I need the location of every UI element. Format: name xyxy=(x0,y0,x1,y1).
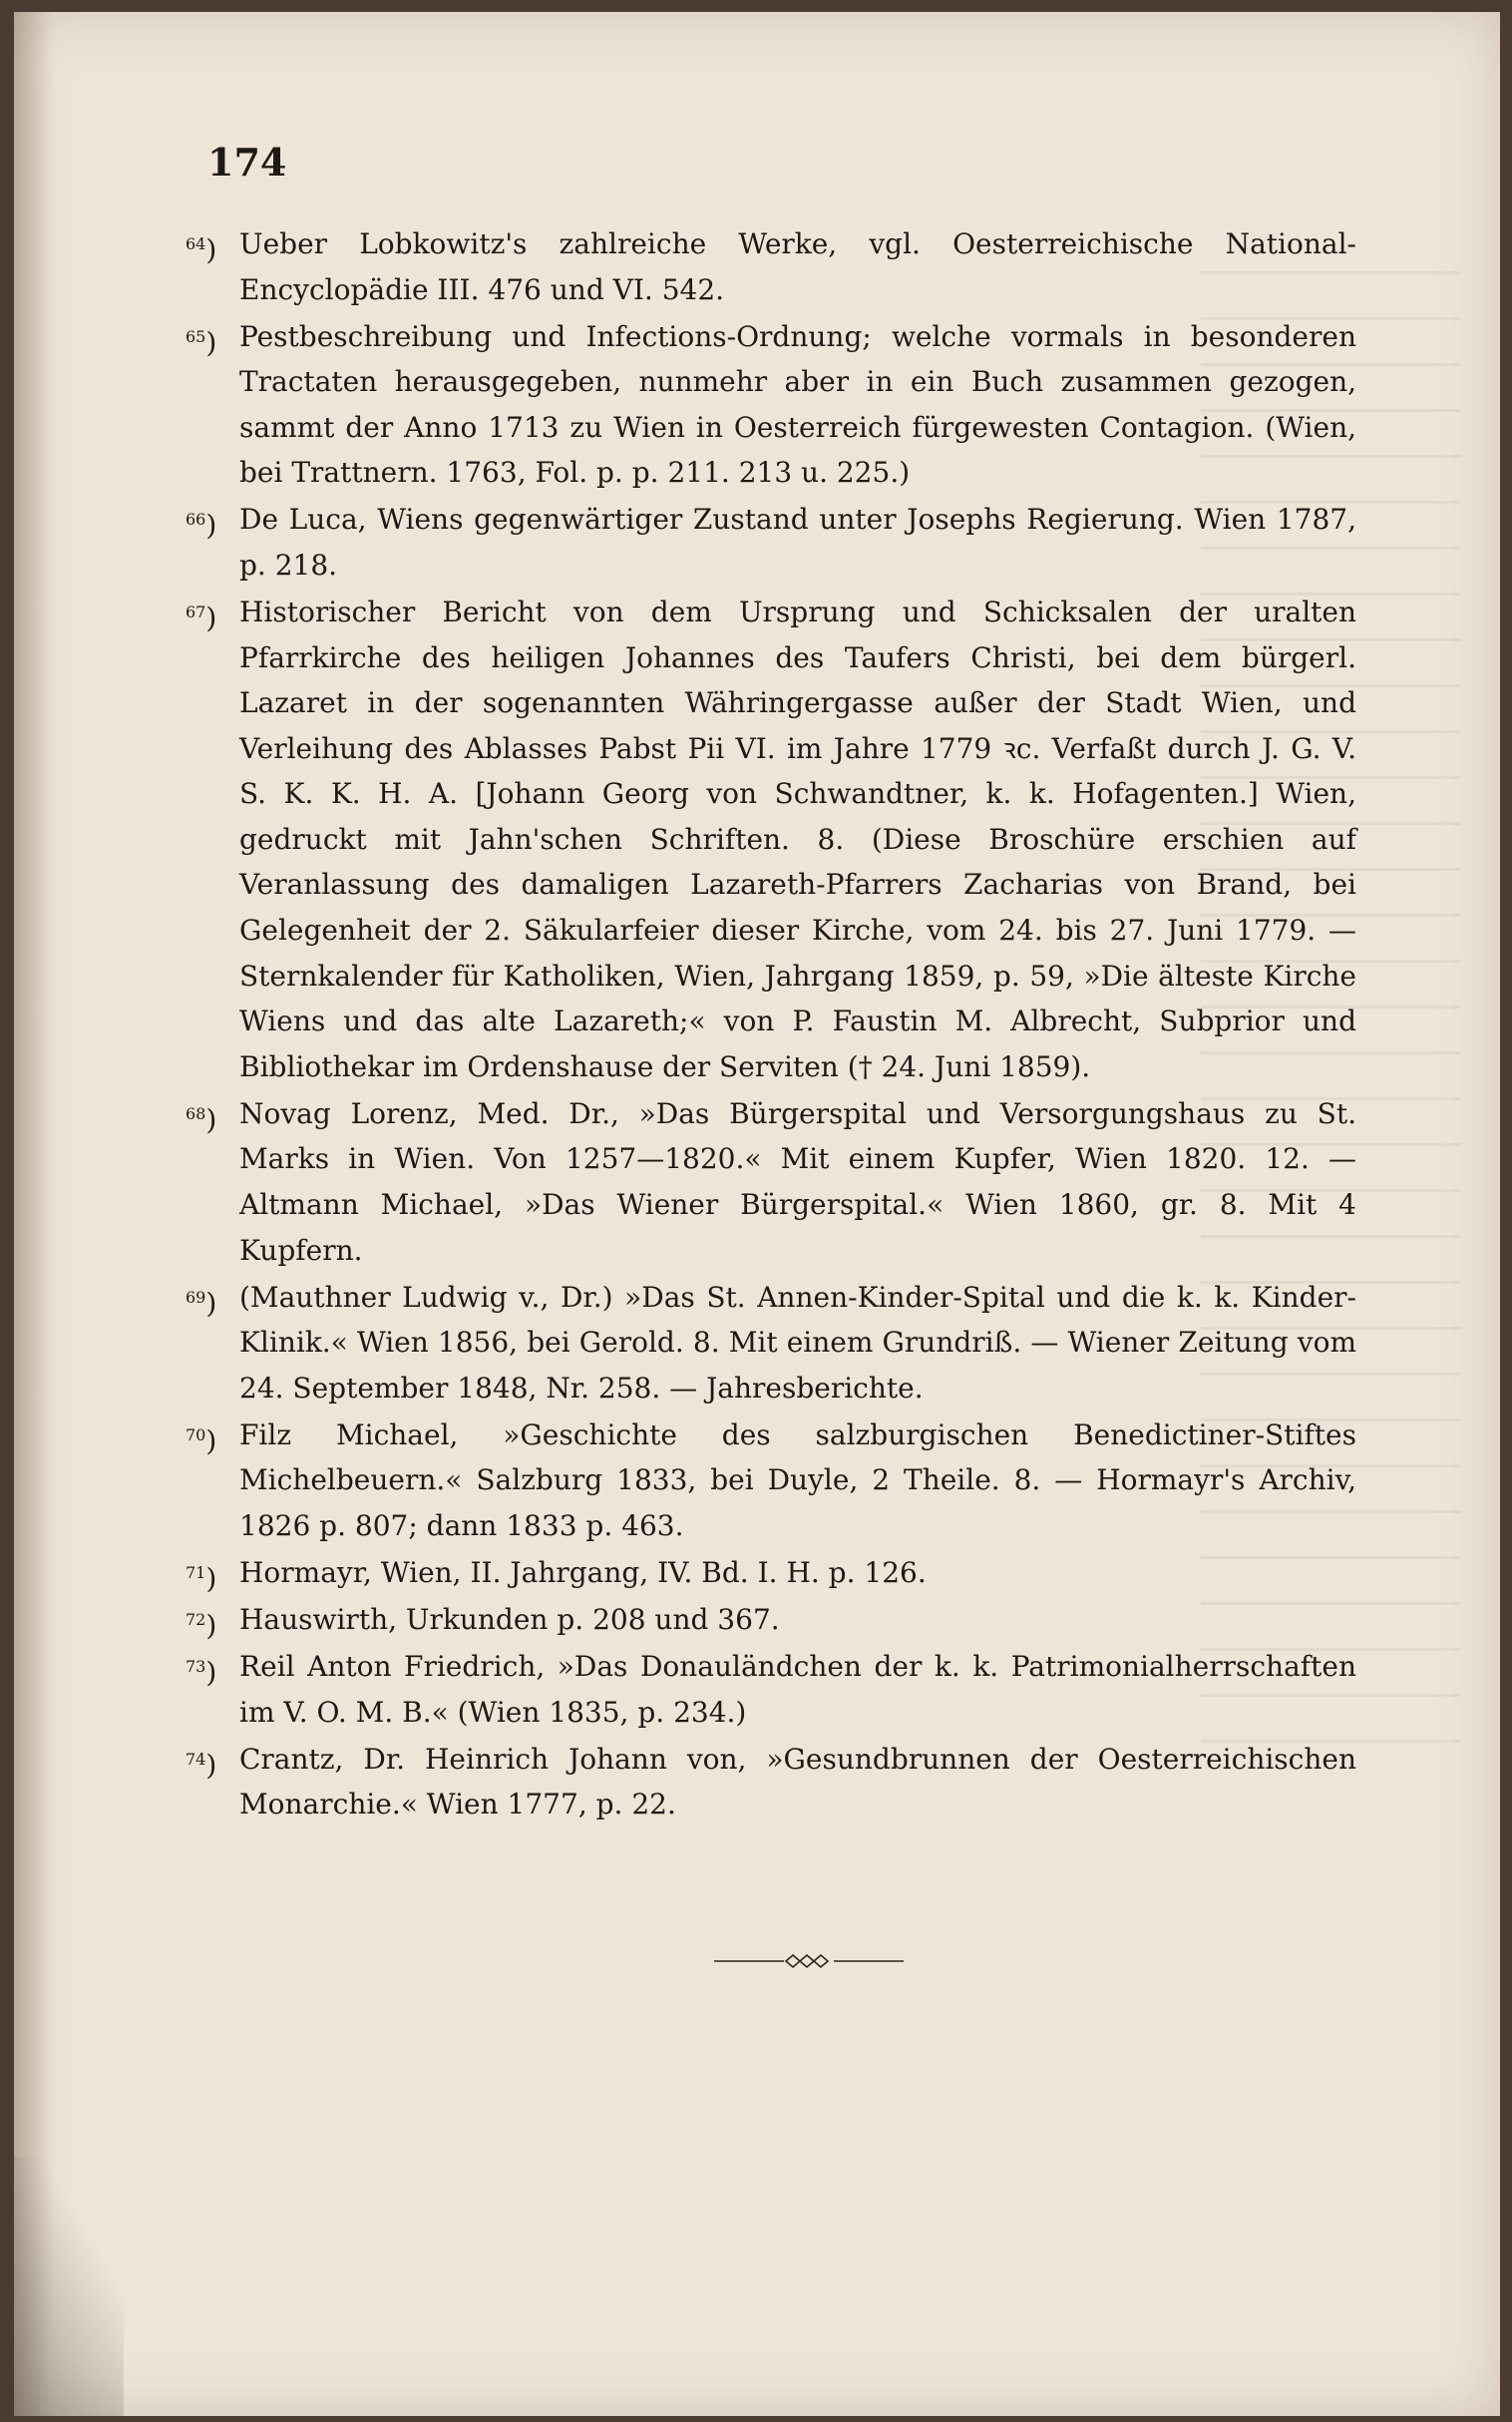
footnote-marker: $^{69}$) xyxy=(186,1286,217,1320)
footnote-69 xyxy=(186,1275,1356,1412)
footnote-marker: $^{72}$) xyxy=(186,1608,217,1642)
footnote-marker: $^{73}$) xyxy=(186,1655,217,1689)
footnote-text: Historischer Bericht von dem Ursprung und Schicksalen der uralten Pfarrkirche des heiligen Johannes des Taufers Christi, bei dem bürgerl. Lazaret in der sogenannten Währingergasse außer der Stadt Wien, und Verleihung des Ablasses Pabst Pii VI. im Jahre 1779 ꝛc. Verfaßt durch J. G. V. S. K. K. H. A. [Johann Georg von Schwandtner, k. k. Hofagenten.] Wien, gedruckt mit Jahn'schen Schriften. 8. (Diese Broschüre erschien auf Veranlassung des damaligen Lazareth-Pfarrers Zacharias von Brand, bei Gelegenheit der 2. Säkularfeier dieser Kirche, vom 24. bis 27. Juni 1779. — Sternkalender für Katholiken, Wien, Jahrgang 1859, p. 59, »Die älteste Kirche Wiens und das alte Lazareth;« von P. Faustin M. Albrecht, Subprior und Bibliothekar im Ordenshause der Serviten († 24. Juni 1859). xyxy=(239,595,1356,1083)
footnotes-list xyxy=(186,221,1356,1828)
page-number: 174 xyxy=(207,140,287,185)
footnote-text: Ueber Lobkowitz's zahlreiche Werke, vgl. Oesterreichische National-Encyclopädie III. 476 und VI. 542. xyxy=(239,227,1356,306)
footnote-text: Crantz, Dr. Heinrich Johann von, »Gesundbrunnen der Oesterreichischen Monarchie.« Wien 1777, p. 22. xyxy=(239,1742,1356,1821)
footnote-marker: $^{66}$) xyxy=(186,509,217,543)
footnote-73 xyxy=(186,1644,1356,1735)
footnote-74 xyxy=(186,1737,1356,1827)
footnote-marker: $^{70}$) xyxy=(186,1423,217,1457)
corner-shadow xyxy=(14,2157,124,2416)
footnote-marker: $^{71}$) xyxy=(186,1561,217,1595)
footnote-64 xyxy=(186,221,1356,312)
footnote-text: (Mauthner Ludwig v., Dr.) »Das St. Annen-Kinder-Spital und die k. k. Kinder-Klinik.« Wien 1856, bei Gerold. 8. Mit einem Grundriß. — Wiener Zeitung vom 24. September 1848, Nr. 258. — Jahresberichte. xyxy=(239,1280,1356,1405)
footnote-marker: $^{67}$) xyxy=(186,601,217,634)
footnote-text: De Luca, Wiens gegenwärtiger Zustand unter Josephs Regierung. Wien 1787, p. 218. xyxy=(239,503,1356,582)
footnote-68 xyxy=(186,1091,1356,1273)
footnote-text: Pestbeschreibung und Infections-Ordnung; welche vormals in besonderen Tractaten herausgegeben, nunmehr aber in ein Buch zusammen gezogen, sammt der Anno 1713 zu Wien in Oesterreich fürgewesten Contagion. (Wien, bei Trattnern. 1763, Fol. p. p. 211. 213 u. 225.) xyxy=(239,319,1356,490)
footnote-marker: $^{74}$) xyxy=(186,1748,217,1782)
footnote-text: Hauswirth, Urkunden p. 208 und 367. xyxy=(239,1602,780,1636)
footnote-text: Filz Michael, »Geschichte des salzburgischen Benedictiner-Stiftes Michelbeuern.« Salzburg 1833, bei Duyle, 2 Theile. 8. — Hormayr's Archiv, 1826 p. 807; dann 1833 p. 463. xyxy=(239,1417,1356,1542)
footnote-marker: $^{65}$) xyxy=(186,325,217,359)
footnote-text: Hormayr, Wien, II. Jahrgang, IV. Bd. I. H. p. 126. xyxy=(239,1555,927,1589)
footnote-70 xyxy=(186,1413,1356,1549)
footnote-67 xyxy=(186,590,1356,1090)
footnote-text: Reil Anton Friedrich, »Das Donauländchen der k. k. Patrimonialherrschaften im V. O. M. B.« (Wien 1835, p. 234.) xyxy=(239,1649,1356,1729)
footnote-72 xyxy=(186,1597,1356,1643)
footnote-marker: $^{64}$) xyxy=(186,233,217,266)
footnote-marker: $^{68}$) xyxy=(186,1102,217,1136)
ornament-divider-icon xyxy=(714,1951,904,1971)
footnote-71 xyxy=(186,1550,1356,1596)
footnote-65 xyxy=(186,314,1356,496)
footnote-66 xyxy=(186,497,1356,588)
footnote-text: Novag Lorenz, Med. Dr., »Das Bürgerspital und Versorgungshaus zu St. Marks in Wien. Von 1257—1820.« Mit einem Kupfer, Wien 1820. 12. — Altmann Michael, »Das Wiener Bürgerspital.« Wien 1860, gr. 8. Mit 4 Kupfern. xyxy=(239,1096,1356,1267)
spine-shadow xyxy=(14,12,54,2416)
